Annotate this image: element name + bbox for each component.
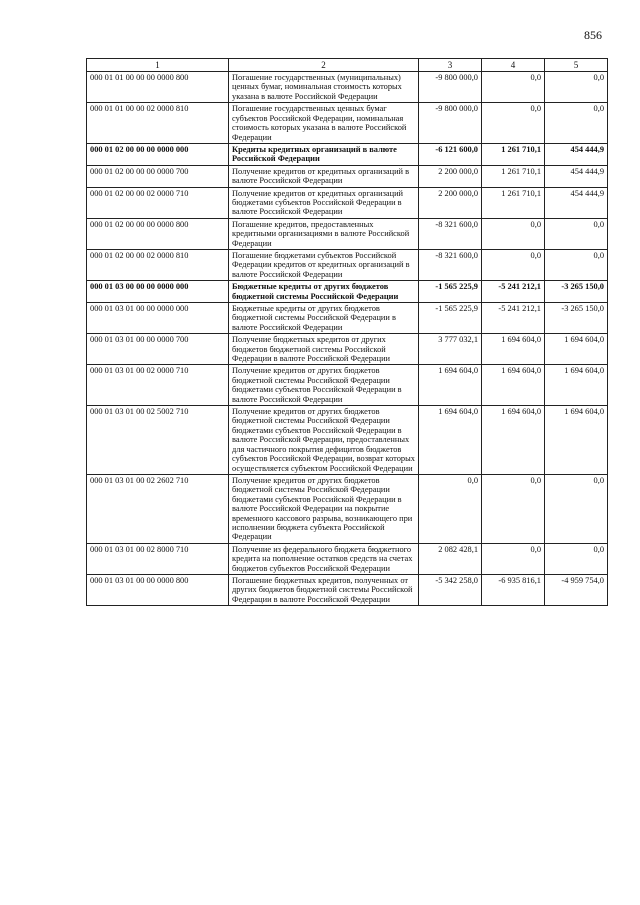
row-value-col4: 1 261 710,1 [482, 187, 545, 218]
row-value-col4: 0,0 [482, 72, 545, 103]
table-row [87, 334, 608, 365]
row-value-col5: 0,0 [545, 72, 608, 103]
table-row [87, 218, 608, 249]
row-value-col4: -5 241 212,1 [482, 303, 545, 334]
row-name: Погашение кредитов, предоставленных кредитными организациями в валюте Российской Федерации [229, 218, 419, 249]
header-row [87, 59, 608, 72]
row-value-col3: 1 694 604,0 [419, 406, 482, 475]
row-value-col3: 2 200 000,0 [419, 165, 482, 187]
table-row [87, 574, 608, 605]
row-value-col5: -3 265 150,0 [545, 281, 608, 303]
row-value-col3: -1 565 225,9 [419, 281, 482, 303]
row-code: 000 01 03 01 00 00 0000 700 [87, 334, 229, 365]
row-value-col3: 0,0 [419, 474, 482, 543]
row-name: Получение кредитов от других бюджетов бюджетной системы Российской Федерации бюджетами субъектов Российской Федерации в валюте Российской Федерации [229, 365, 419, 406]
row-name: Погашение государственных (муниципальных) ценных бумаг, номинальная стоимость которых указана в валюте Российской Федерации [229, 72, 419, 103]
row-value-col4: 1 694 604,0 [482, 365, 545, 406]
table-row [87, 281, 608, 303]
row-code: 000 01 03 01 00 02 2602 710 [87, 474, 229, 543]
row-value-col4: -6 935 816,1 [482, 574, 545, 605]
col-header-3: 3 [419, 59, 482, 72]
row-code: 000 01 03 01 00 00 0000 000 [87, 303, 229, 334]
table-row [87, 365, 608, 406]
col-header-2: 2 [229, 59, 419, 72]
table-row [87, 187, 608, 218]
row-value-col5: 1 694 604,0 [545, 365, 608, 406]
row-value-col4: 0,0 [482, 543, 545, 574]
row-value-col3: 1 694 604,0 [419, 365, 482, 406]
row-name: Получение кредитов от кредитных организаций в валюте Российской Федерации [229, 165, 419, 187]
col-header-5: 5 [545, 59, 608, 72]
row-name: Погашение государственных ценных бумаг субъектов Российской Федерации, номинальная стоимость которых указана в валюте Российской Федерации [229, 103, 419, 144]
row-value-col5: 0,0 [545, 249, 608, 280]
row-name: Получение кредитов от других бюджетов бюджетной системы Российской Федерации бюджетами субъектов Российской Федерации в валюте Российской Федерации на покрытие временного кассового разрыва, возникающего при исполнении бюджета субъекта Российской Федерации [229, 474, 419, 543]
row-value-col4: 0,0 [482, 474, 545, 543]
row-code: 000 01 03 01 00 02 0000 710 [87, 365, 229, 406]
row-value-col5: 0,0 [545, 474, 608, 543]
row-value-col3: -8 321 600,0 [419, 249, 482, 280]
table-row [87, 143, 608, 165]
row-value-col4: 0,0 [482, 218, 545, 249]
row-code: 000 01 03 01 00 02 5002 710 [87, 406, 229, 475]
table-row [87, 543, 608, 574]
table-row [87, 165, 608, 187]
row-name: Погашение бюджетами субъектов Российской Федерации кредитов от кредитных организаций в валюте Российской Федерации [229, 249, 419, 280]
row-value-col3: -9 800 000,0 [419, 103, 482, 144]
row-name: Получение из федерального бюджета бюджетного кредита на пополнение остатков средств на счетах бюджетов субъектов Российской Федерации [229, 543, 419, 574]
row-code: 000 01 01 00 00 02 0000 810 [87, 103, 229, 144]
row-code: 000 01 02 00 00 02 0000 810 [87, 249, 229, 280]
row-code: 000 01 02 00 00 02 0000 710 [87, 187, 229, 218]
col-header-1: 1 [87, 59, 229, 72]
row-value-col4: 0,0 [482, 103, 545, 144]
table-row [87, 474, 608, 543]
row-value-col4: 0,0 [482, 249, 545, 280]
table-row [87, 249, 608, 280]
row-name: Бюджетные кредиты от других бюджетов бюджетной системы Российской Федерации в валюте Российской Федерации [229, 303, 419, 334]
row-value-col5: 1 694 604,0 [545, 406, 608, 475]
row-name: Получение кредитов от других бюджетов бюджетной системы Российской Федерации бюджетами субъектов Российской Федерации в валюте Российской Федерации, предоставленных для частичного покрытия дефицитов бюджетов субъектов Российской Федерации, возврат которых осуществляется субъектом Российской Федерации [229, 406, 419, 475]
row-name: Бюджетные кредиты от других бюджетов бюджетной системы Российской Федерации [229, 281, 419, 303]
row-value-col5: -4 959 754,0 [545, 574, 608, 605]
row-value-col5: -3 265 150,0 [545, 303, 608, 334]
row-value-col3: 2 200 000,0 [419, 187, 482, 218]
row-code: 000 01 03 01 00 00 0000 800 [87, 574, 229, 605]
row-value-col4: 1 694 604,0 [482, 334, 545, 365]
row-value-col5: 454 444,9 [545, 187, 608, 218]
row-value-col5: 0,0 [545, 103, 608, 144]
row-value-col4: 1 261 710,1 [482, 143, 545, 165]
row-value-col4: 1 261 710,1 [482, 165, 545, 187]
row-value-col3: 3 777 032,1 [419, 334, 482, 365]
row-code: 000 01 03 00 00 00 0000 000 [87, 281, 229, 303]
table-row [87, 303, 608, 334]
budget-table [86, 58, 608, 606]
row-code: 000 01 02 00 00 00 0000 000 [87, 143, 229, 165]
row-value-col3: -8 321 600,0 [419, 218, 482, 249]
page-number: 856 [584, 28, 602, 42]
row-value-col3: -6 121 600,0 [419, 143, 482, 165]
row-name: Получение бюджетных кредитов от других бюджетов бюджетной системы Российской Федерации в валюте Российской Федерации [229, 334, 419, 365]
row-name: Погашение бюджетных кредитов, полученных от других бюджетов бюджетной системы Российской Федерации в валюте Российской Федерации [229, 574, 419, 605]
row-name: Получение кредитов от кредитных организаций бюджетами субъектов Российской Федерации в валюте Российской Федерации [229, 187, 419, 218]
row-value-col3: -9 800 000,0 [419, 72, 482, 103]
row-value-col3: -5 342 258,0 [419, 574, 482, 605]
row-value-col5: 1 694 604,0 [545, 334, 608, 365]
row-value-col3: -1 565 225,9 [419, 303, 482, 334]
row-value-col5: 0,0 [545, 218, 608, 249]
row-value-col3: 2 082 428,1 [419, 543, 482, 574]
row-value-col4: -5 241 212,1 [482, 281, 545, 303]
table-row [87, 103, 608, 144]
row-code: 000 01 01 00 00 00 0000 800 [87, 72, 229, 103]
row-value-col5: 454 444,9 [545, 165, 608, 187]
row-value-col4: 1 694 604,0 [482, 406, 545, 475]
row-value-col5: 0,0 [545, 543, 608, 574]
table-row [87, 72, 608, 103]
row-value-col5: 454 444,9 [545, 143, 608, 165]
row-code: 000 01 02 00 00 00 0000 800 [87, 218, 229, 249]
row-code: 000 01 03 01 00 02 8000 710 [87, 543, 229, 574]
col-header-4: 4 [482, 59, 545, 72]
row-code: 000 01 02 00 00 00 0000 700 [87, 165, 229, 187]
table-row [87, 406, 608, 475]
row-name: Кредиты кредитных организаций в валюте Российской Федерации [229, 143, 419, 165]
